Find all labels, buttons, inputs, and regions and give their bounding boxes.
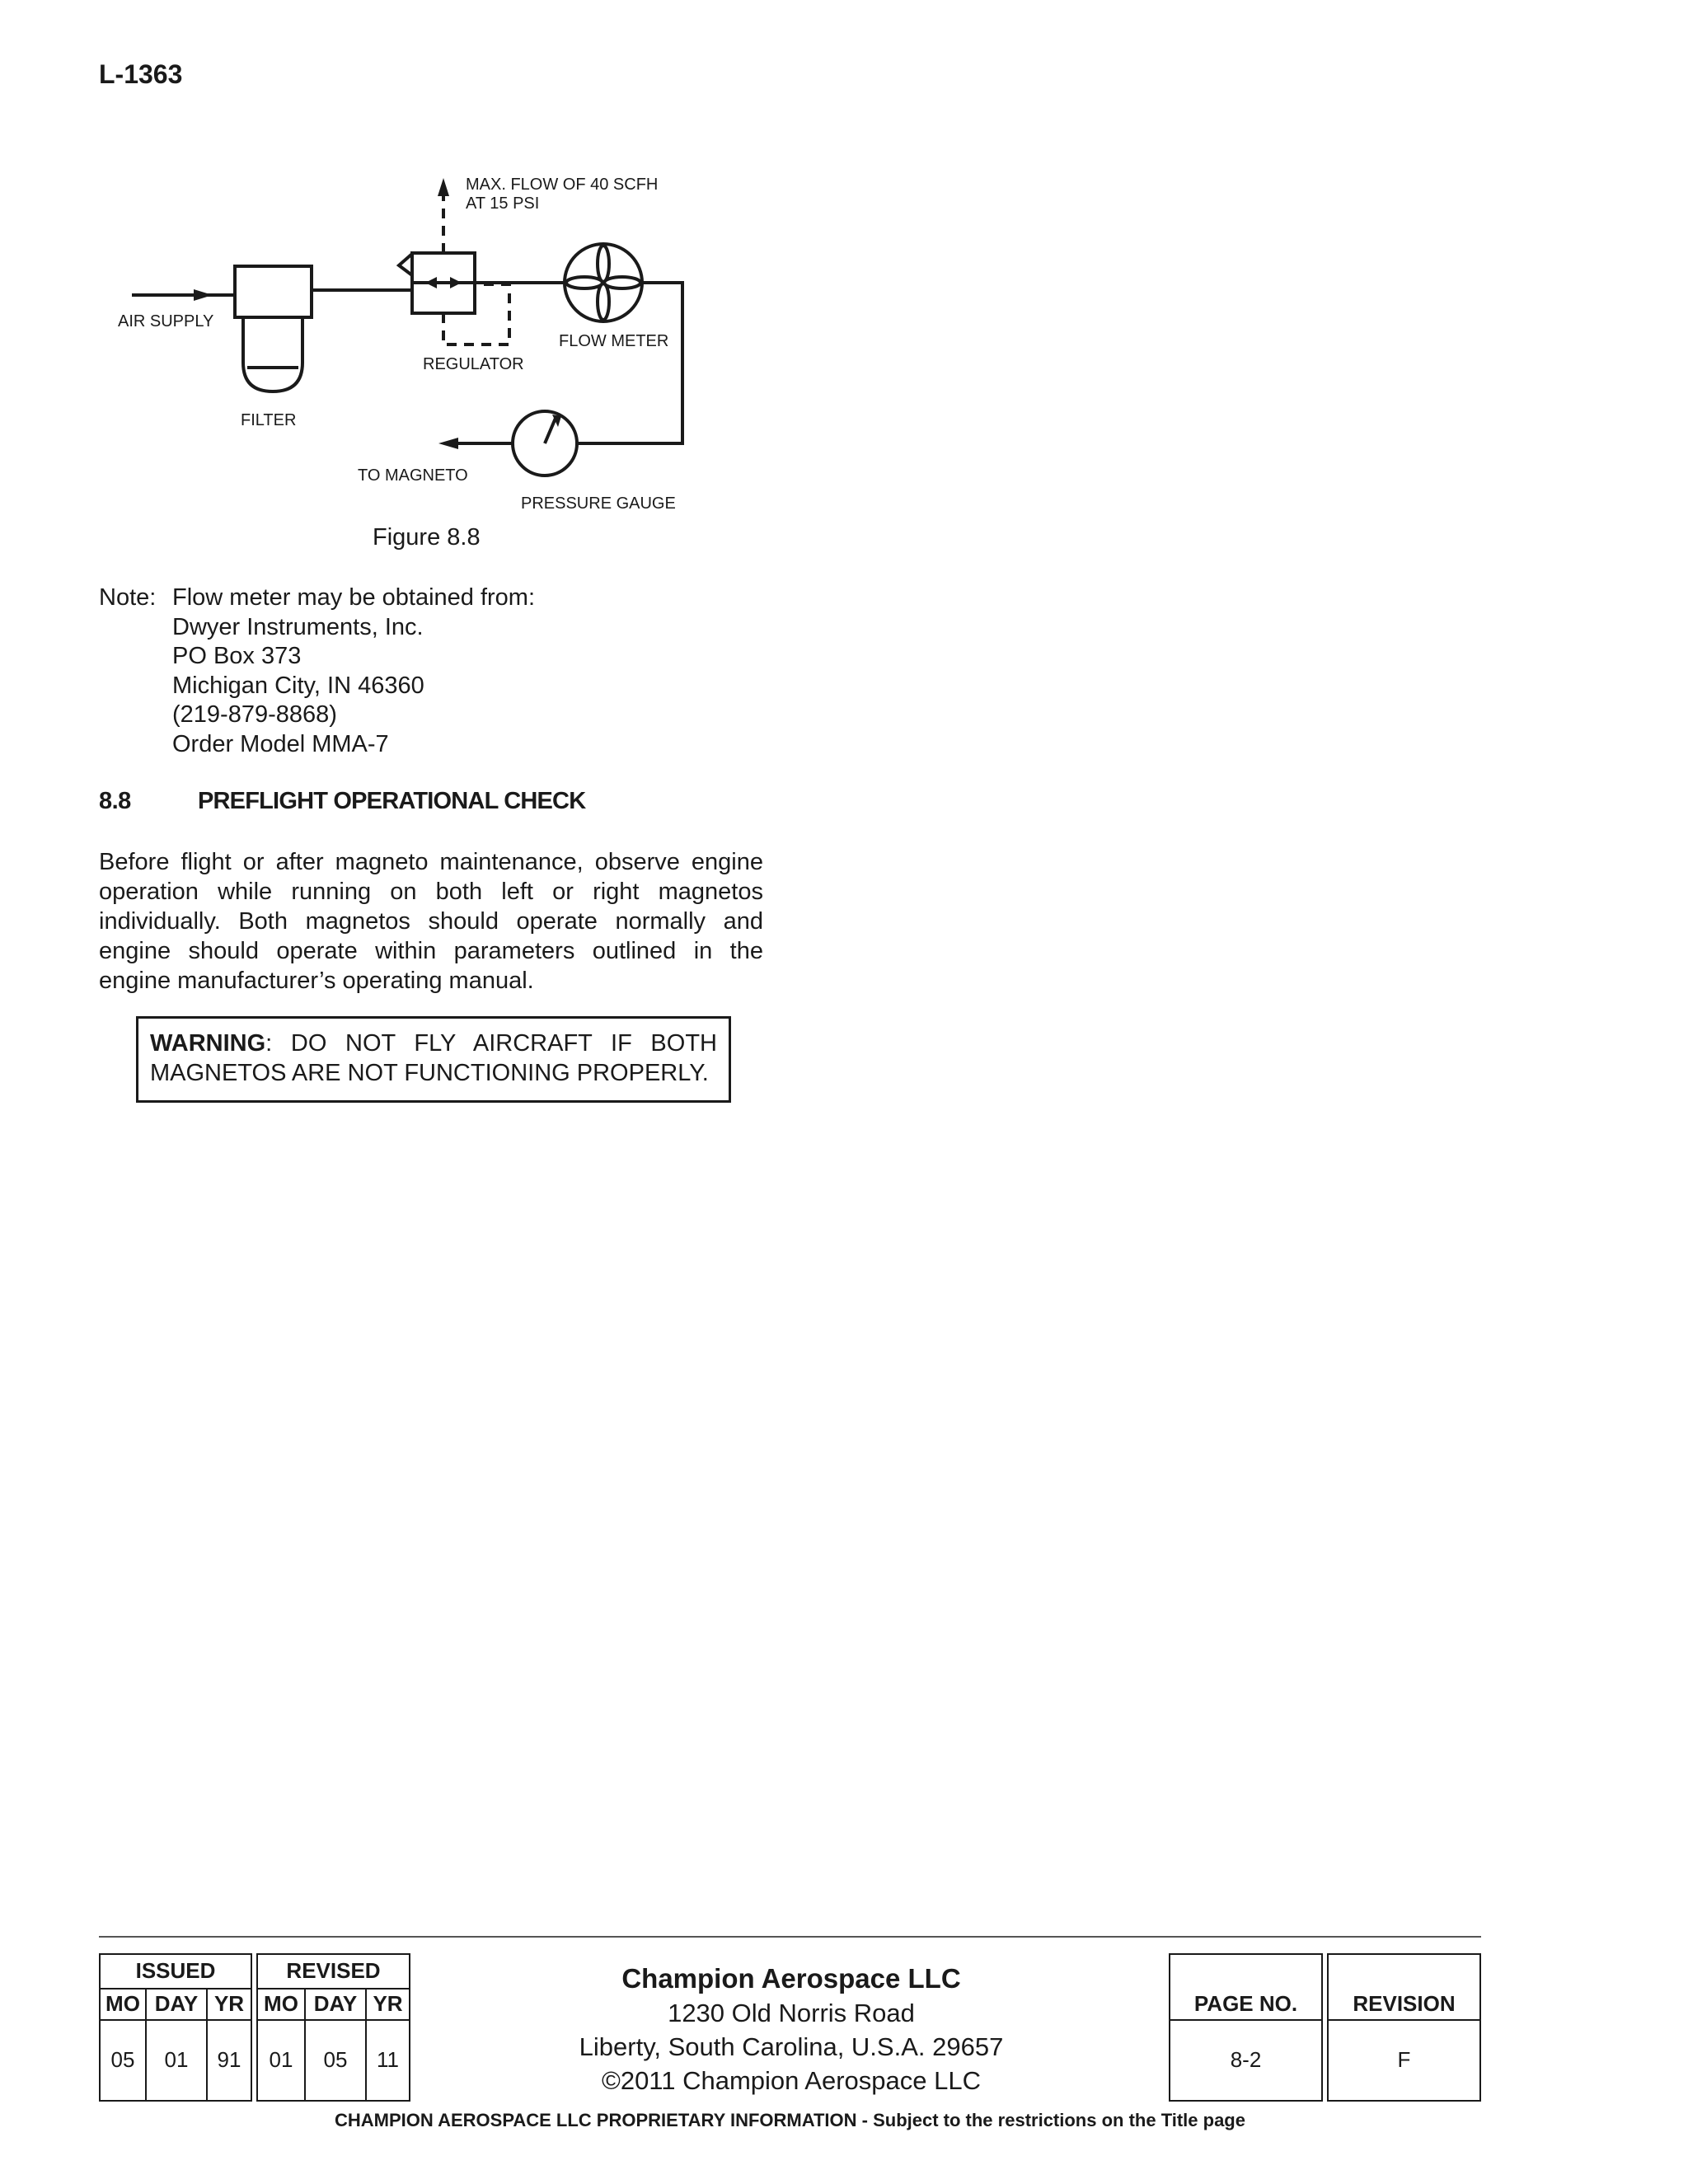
issued-col-yr: YR [213,1991,245,2016]
revised-col-day: DAY [313,1991,358,2016]
company-name: Champion Aerospace LLC [621,1963,961,1994]
air-supply-arrow [194,289,213,301]
note-line: Michigan City, IN 46360 [172,672,424,699]
proprietary-notice: CHAMPION AEROSPACE LLC PROPRIETARY INFORMATION - Subject to the restrictions on the Title page [335,2110,1245,2130]
section-title: PREFLIGHT OPERATIONAL CHECK [198,788,586,814]
document-id: L-1363 [99,59,183,89]
company-address-2: Liberty, South Carolina, U.S.A. 29657 [579,2032,1004,2061]
note-line: Order Model MMA-7 [172,730,389,757]
revised-header: REVISED [286,1958,381,1983]
revised-col-mo: MO [264,1991,298,2016]
revision-value: F [1397,2047,1411,2072]
label-regulator: REGULATOR [423,355,524,373]
issued-box [99,1953,252,2102]
filter-body [235,266,312,317]
warning-text-2: MAGNETOS ARE NOT FUNCTIONING PROPERLY. [150,1060,709,1086]
note-line: Flow meter may be obtained from: [172,584,536,611]
issued-col-day: DAY [154,1991,199,2016]
figure-diagram [0,0,1688,527]
issued-day: 01 [164,2047,189,2072]
figure-caption: Figure 8.8 [373,524,481,551]
label-to-magneto: TO MAGNETO [358,466,468,485]
page-no-box [1169,1953,1323,2102]
revision-label: REVISION [1353,1991,1456,2016]
company-address-1: 1230 Old Norris Road [668,1999,915,2027]
note-line: (219-879-8868) [172,701,337,728]
issued-header: ISSUED [135,1958,216,1983]
issued-col-mo: MO [106,1991,140,2016]
footer-rule [99,1936,1481,1938]
revised-day: 05 [323,2047,348,2072]
warning-text-1: : DO NOT FLY AIRCRAFT IF BOTH [265,1030,717,1057]
revised-col-yr: YR [373,1991,403,2016]
section-number: 8.8 [99,788,131,814]
warning-line-1 [150,1029,717,1058]
warning-box [136,1016,731,1103]
label-pressure-gauge: PRESSURE GAUGE [521,494,676,513]
body-paragraph: Before flight or after magneto maintenance, observe engine operation while running on both left or right magnetos individually. Both magnetos should operate normally and engine should operate within parameters outlined in the engine manufacturer’s operating manual. [99,849,763,994]
issued-yr: 91 [217,2047,241,2072]
page-no-label: PAGE NO. [1193,1991,1298,2016]
revision-box [1327,1953,1481,2102]
company-block [412,1961,1170,2097]
label-max-flow-2: AT 15 PSI [466,194,540,213]
regulator-knob [399,254,412,275]
label-filter: FILTER [241,411,297,429]
vent-arrow [438,178,449,196]
note-block [99,583,535,759]
label-air-supply: AIR SUPPLY [118,312,214,330]
filter-bowl [243,317,302,391]
company-copyright: ©2011 Champion Aerospace LLC [601,2066,981,2095]
revised-mo: 01 [269,2047,293,2072]
page-no-value: 8-2 [1230,2047,1262,2072]
note-line: PO Box 373 [172,643,302,669]
label-max-flow-1: MAX. FLOW OF 40 SCFH [466,176,659,194]
to-magneto-arrow [438,438,458,449]
revised-yr: 11 [377,2047,399,2072]
label-flow-meter: FLOW METER [559,332,669,350]
revised-box [256,1953,410,2102]
issued-mo: 05 [110,2047,135,2072]
note-label: Note: [99,584,157,611]
warning-label: WARNING [150,1030,266,1057]
note-line: Dwyer Instruments, Inc. [172,613,424,640]
